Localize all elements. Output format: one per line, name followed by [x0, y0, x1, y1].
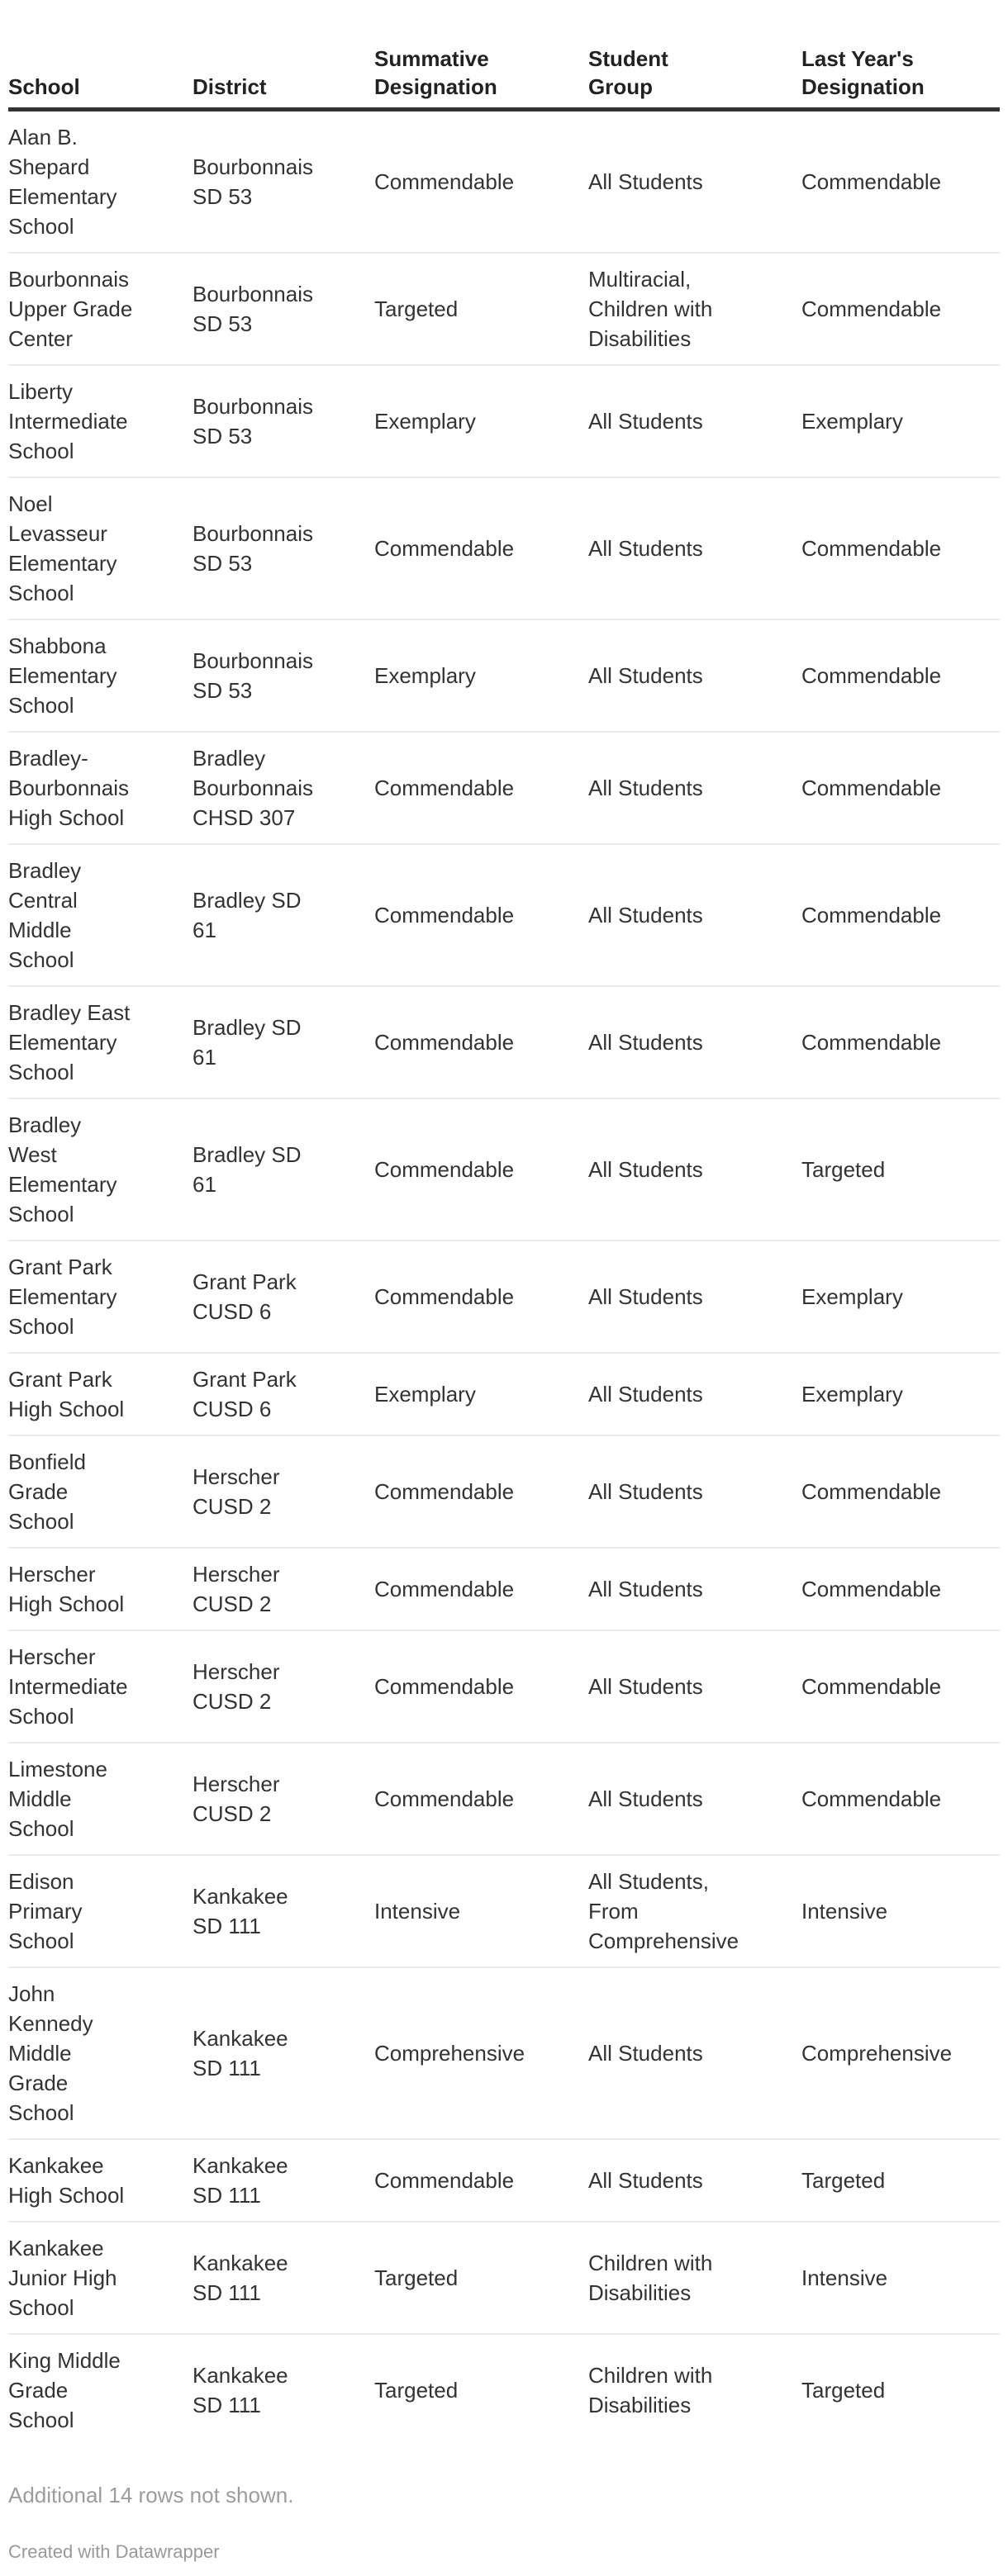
cell-district-text: Bourbonnais SD 53: [193, 521, 313, 576]
cell-last-years-designation-text: Exemplary: [801, 1382, 903, 1407]
cell-district: [193, 1548, 374, 1630]
cell-school-text: King Middle Grade School: [8, 2348, 121, 2432]
cell-student-group: [588, 1435, 801, 1548]
table-row: [8, 1098, 1000, 1241]
cell-school-text: Herscher High School: [8, 1562, 125, 1616]
cell-summative-designation-text: Commendable: [374, 776, 515, 800]
cell-summative-designation: [374, 1630, 588, 1743]
cell-student-group-text: All Students: [588, 1157, 703, 1182]
cell-school-text: Bradley Central Middle School: [8, 858, 82, 972]
cell-last-years-designation-text: Targeted: [801, 2168, 886, 2193]
cell-last-years-designation-text: Commendable: [801, 297, 942, 321]
cell-last-years-designation: [801, 1630, 1000, 1743]
cell-student-group-text: All Students: [588, 1577, 703, 1601]
cell-student-group: [588, 1967, 801, 2139]
cell-summative-designation: [374, 1855, 588, 1967]
cell-last-years-designation-text: Intensive: [801, 2265, 888, 2290]
cell-district-text: Bourbonnais SD 53: [193, 154, 313, 209]
table-row: [8, 1630, 1000, 1743]
cell-school-text: Grant Park Elementary School: [8, 1255, 117, 1339]
cell-last-years-designation: [801, 2139, 1000, 2222]
cell-student-group-text: Children with Disabilities: [588, 2251, 713, 2305]
cell-school-text: Kankakee High School: [8, 2153, 125, 2208]
cell-last-years-designation: [801, 1241, 1000, 1353]
header-student-group: [588, 0, 801, 110]
cell-last-years-designation: [801, 732, 1000, 844]
table-row: [8, 1743, 1000, 1855]
cell-school: [8, 2334, 193, 2446]
cell-student-group-text: All Students: [588, 1284, 703, 1309]
cell-student-group: [588, 477, 801, 619]
cell-district-text: Bradley SD 61: [193, 1015, 302, 1070]
cell-summative-designation: [374, 2334, 588, 2446]
cell-last-years-designation-text: Commendable: [801, 1577, 942, 1601]
cell-district: [193, 1855, 374, 1967]
cell-school-text: Liberty Intermediate School: [8, 379, 128, 463]
cell-district: [193, 1435, 374, 1548]
cell-summative-designation-text: Commendable: [374, 1157, 515, 1182]
cell-student-group: [588, 1855, 801, 1967]
cell-district: [193, 732, 374, 844]
cell-student-group-text: Multiracial, Children with Disabilities: [588, 267, 713, 351]
cell-student-group-text: All Students: [588, 903, 703, 927]
cell-school-text: Bonfield Grade School: [8, 1449, 86, 1534]
cell-summative-designation: [374, 253, 588, 365]
cell-school: [8, 1098, 193, 1241]
cell-school-text: Bradley West Elementary School: [8, 1112, 117, 1226]
table-row: [8, 986, 1000, 1098]
cell-student-group-text: All Students: [588, 536, 703, 561]
cell-summative-designation-text: Targeted: [374, 2265, 459, 2290]
cell-last-years-designation: [801, 1098, 1000, 1241]
cell-district-text: Herscher CUSD 2: [193, 1772, 280, 1826]
cell-summative-designation-text: Commendable: [374, 1030, 515, 1055]
cell-district: [193, 844, 374, 986]
cell-student-group: [588, 1241, 801, 1353]
table-row: [8, 365, 1000, 477]
cell-last-years-designation: [801, 1435, 1000, 1548]
cell-last-years-designation-text: Exemplary: [801, 1284, 903, 1309]
cell-student-group: [588, 1743, 801, 1855]
table-row: [8, 732, 1000, 844]
cell-summative-designation-text: Comprehensive: [374, 2041, 525, 2066]
table-row: [8, 2139, 1000, 2222]
table-row: [8, 477, 1000, 619]
cell-district: [193, 1630, 374, 1743]
cell-last-years-designation-text: Commendable: [801, 1786, 942, 1811]
designation-table: [8, 0, 1000, 2446]
cell-student-group-text: All Students: [588, 776, 703, 800]
cell-student-group: [588, 844, 801, 986]
cell-school: [8, 1241, 193, 1353]
cell-summative-designation: [374, 619, 588, 732]
cell-summative-designation: [374, 2139, 588, 2222]
cell-school: [8, 2139, 193, 2222]
cell-student-group: [588, 732, 801, 844]
cell-student-group: [588, 619, 801, 732]
cell-last-years-designation-text: Commendable: [801, 1674, 942, 1699]
cell-school-text: Noel Levasseur Elementary School: [8, 491, 117, 605]
cell-district: [193, 2139, 374, 2222]
cell-summative-designation-text: Commendable: [374, 903, 515, 927]
table-header-row: [8, 0, 1000, 110]
cell-last-years-designation: [801, 1855, 1000, 1967]
cell-student-group: [588, 986, 801, 1098]
cell-district-text: Bradley Bourbonnais CHSD 307: [193, 746, 313, 830]
cell-summative-designation-text: Commendable: [374, 1577, 515, 1601]
header-summative-designation-label: Summative Designation: [374, 46, 497, 99]
cell-student-group-text: All Students: [588, 2041, 703, 2066]
cell-school: [8, 253, 193, 365]
cell-student-group: [588, 2334, 801, 2446]
cell-student-group: [588, 110, 801, 254]
cell-district: [193, 2334, 374, 2446]
cell-district: [193, 1353, 374, 1435]
cell-district-text: Kankakee SD 111: [193, 2251, 288, 2305]
cell-school: [8, 477, 193, 619]
cell-student-group: [588, 1098, 801, 1241]
cell-district: [193, 1098, 374, 1241]
cell-district-text: Kankakee SD 111: [193, 2363, 288, 2417]
cell-summative-designation: [374, 2222, 588, 2334]
cell-student-group-text: All Students, From Comprehensive: [588, 1869, 739, 1953]
cell-school-text: Limestone Middle School: [8, 1757, 107, 1841]
cell-summative-designation-text: Commendable: [374, 536, 515, 561]
cell-school: [8, 1967, 193, 2139]
cell-last-years-designation: [801, 986, 1000, 1098]
table-row: [8, 110, 1000, 254]
cell-school-text: John Kennedy Middle Grade School: [8, 1981, 93, 2125]
table-header: [8, 0, 1000, 110]
cell-district: [193, 253, 374, 365]
cell-summative-designation-text: Commendable: [374, 1674, 515, 1699]
cell-district-text: Herscher CUSD 2: [193, 1562, 280, 1616]
cell-summative-designation-text: Commendable: [374, 1479, 515, 1504]
cell-summative-designation: [374, 1435, 588, 1548]
cell-last-years-designation: [801, 1967, 1000, 2139]
table-row: [8, 1435, 1000, 1548]
cell-student-group-text: All Students: [588, 663, 703, 688]
cell-summative-designation-text: Commendable: [374, 1284, 515, 1309]
cell-student-group-text: All Students: [588, 1479, 703, 1504]
cell-summative-designation: [374, 1548, 588, 1630]
cell-summative-designation-text: Exemplary: [374, 409, 476, 434]
cell-district: [193, 1743, 374, 1855]
cell-student-group: [588, 1630, 801, 1743]
cell-student-group-text: All Students: [588, 1674, 703, 1699]
cell-summative-designation-text: Targeted: [374, 2378, 459, 2403]
cell-district: [193, 1241, 374, 1353]
cell-student-group-text: All Students: [588, 1382, 703, 1407]
cell-school-text: Kankakee Junior High School: [8, 2236, 117, 2320]
header-last-years-designation: [801, 0, 1000, 110]
cell-school-text: Alan B. Shepard Elementary School: [8, 125, 117, 239]
cell-summative-designation: [374, 986, 588, 1098]
cell-last-years-designation-text: Exemplary: [801, 409, 903, 434]
cell-student-group-text: All Students: [588, 1030, 703, 1055]
cell-school: [8, 1743, 193, 1855]
cell-school-text: Grant Park High School: [8, 1367, 125, 1421]
cell-student-group: [588, 1548, 801, 1630]
cell-last-years-designation-text: Commendable: [801, 169, 942, 194]
table-row: [8, 1548, 1000, 1630]
cell-district-text: Herscher CUSD 2: [193, 1464, 280, 1519]
header-last-years-designation-label: Last Year's Designation: [801, 46, 925, 99]
header-district-label: District: [193, 74, 267, 99]
table-row: [8, 1967, 1000, 2139]
cell-school: [8, 1353, 193, 1435]
cell-district: [193, 1967, 374, 2139]
cell-last-years-designation-text: Intensive: [801, 1899, 888, 1924]
cell-summative-designation-text: Commendable: [374, 1786, 515, 1811]
cell-district-text: Bradley SD 61: [193, 888, 302, 942]
cell-last-years-designation: [801, 477, 1000, 619]
cell-district: [193, 986, 374, 1098]
cell-school: [8, 1548, 193, 1630]
cell-summative-designation: [374, 477, 588, 619]
rows-not-shown-note: Additional 14 rows not shown.: [8, 2483, 294, 2507]
datawrapper-credit-link[interactable]: Created with Datawrapper: [8, 2541, 220, 2562]
cell-school-text: Bourbonnais Upper Grade Center: [8, 267, 133, 351]
cell-district-text: Grant Park CUSD 6: [193, 1269, 297, 1324]
cell-last-years-designation-text: Commendable: [801, 1479, 942, 1504]
cell-student-group: [588, 2222, 801, 2334]
cell-district-text: Grant Park CUSD 6: [193, 1367, 297, 1421]
cell-school: [8, 732, 193, 844]
cell-district-text: Kankakee SD 111: [193, 1884, 288, 1938]
cell-summative-designation-text: Exemplary: [374, 1382, 476, 1407]
cell-district-text: Kankakee SD 111: [193, 2026, 288, 2080]
cell-district: [193, 619, 374, 732]
header-district: [193, 0, 374, 110]
cell-district: [193, 477, 374, 619]
cell-student-group: [588, 2139, 801, 2222]
table-body: [8, 110, 1000, 2446]
cell-last-years-designation: [801, 619, 1000, 732]
cell-school: [8, 844, 193, 986]
cell-student-group-text: Children with Disabilities: [588, 2363, 713, 2417]
cell-school: [8, 1630, 193, 1743]
table-row: [8, 619, 1000, 732]
cell-school: [8, 986, 193, 1098]
header-school: [8, 0, 193, 110]
cell-summative-designation: [374, 110, 588, 254]
cell-student-group: [588, 1353, 801, 1435]
cell-district-text: Kankakee SD 111: [193, 2153, 288, 2208]
cell-last-years-designation-text: Comprehensive: [801, 2041, 953, 2066]
cell-school: [8, 2222, 193, 2334]
cell-last-years-designation: [801, 365, 1000, 477]
header-summative-designation: [374, 0, 588, 110]
cell-district-text: Herscher CUSD 2: [193, 1659, 280, 1714]
cell-summative-designation-text: Commendable: [374, 2168, 515, 2193]
cell-summative-designation: [374, 1241, 588, 1353]
cell-school: [8, 1435, 193, 1548]
cell-student-group: [588, 253, 801, 365]
cell-summative-designation: [374, 732, 588, 844]
cell-district-text: Bourbonnais SD 53: [193, 394, 313, 448]
cell-last-years-designation: [801, 2334, 1000, 2446]
table-row: [8, 2222, 1000, 2334]
cell-summative-designation-text: Targeted: [374, 297, 459, 321]
cell-summative-designation: [374, 365, 588, 477]
cell-district: [193, 365, 374, 477]
cell-district: [193, 2222, 374, 2334]
cell-last-years-designation: [801, 1353, 1000, 1435]
table-row: [8, 1353, 1000, 1435]
cell-last-years-designation: [801, 1743, 1000, 1855]
cell-last-years-designation-text: Commendable: [801, 536, 942, 561]
cell-summative-designation: [374, 1353, 588, 1435]
cell-summative-designation: [374, 844, 588, 986]
cell-last-years-designation-text: Targeted: [801, 1157, 886, 1182]
cell-district-text: Bourbonnais SD 53: [193, 282, 313, 336]
table-row: [8, 253, 1000, 365]
cell-summative-designation: [374, 1967, 588, 2139]
cell-last-years-designation: [801, 110, 1000, 254]
cell-school-text: Shabbona Elementary School: [8, 633, 117, 718]
cell-last-years-designation: [801, 1548, 1000, 1630]
cell-student-group-text: All Students: [588, 1786, 703, 1811]
table-row: [8, 2334, 1000, 2446]
table-row: [8, 1855, 1000, 1967]
cell-student-group-text: All Students: [588, 409, 703, 434]
cell-last-years-designation-text: Commendable: [801, 776, 942, 800]
cell-school: [8, 1855, 193, 1967]
table-row: [8, 844, 1000, 986]
cell-school-text: Bradley-Bourbonnais High School: [8, 746, 129, 830]
cell-summative-designation: [374, 1743, 588, 1855]
cell-last-years-designation-text: Commendable: [801, 663, 942, 688]
cell-district-text: Bradley SD 61: [193, 1142, 302, 1197]
cell-last-years-designation-text: Commendable: [801, 903, 942, 927]
cell-summative-designation: [374, 1098, 588, 1241]
cell-student-group-text: All Students: [588, 169, 703, 194]
cell-district: [193, 110, 374, 254]
cell-school-text: Bradley East Elementary School: [8, 1000, 131, 1084]
cell-summative-designation-text: Intensive: [374, 1899, 461, 1924]
table-row: [8, 1241, 1000, 1353]
cell-school-text: Herscher Intermediate School: [8, 1644, 128, 1729]
cell-school: [8, 110, 193, 254]
cell-school: [8, 619, 193, 732]
cell-last-years-designation: [801, 2222, 1000, 2334]
cell-school: [8, 365, 193, 477]
cell-district-text: Bourbonnais SD 53: [193, 648, 313, 703]
cell-school-text: Edison Primary School: [8, 1869, 83, 1953]
cell-summative-designation-text: Exemplary: [374, 663, 476, 688]
cell-last-years-designation: [801, 253, 1000, 365]
cell-last-years-designation-text: Commendable: [801, 1030, 942, 1055]
cell-last-years-designation: [801, 844, 1000, 986]
cell-student-group-text: All Students: [588, 2168, 703, 2193]
header-school-label: School: [8, 74, 80, 99]
header-student-group-label: Student Group: [588, 46, 668, 99]
cell-student-group: [588, 365, 801, 477]
cell-summative-designation-text: Commendable: [374, 169, 515, 194]
cell-last-years-designation-text: Targeted: [801, 2378, 886, 2403]
